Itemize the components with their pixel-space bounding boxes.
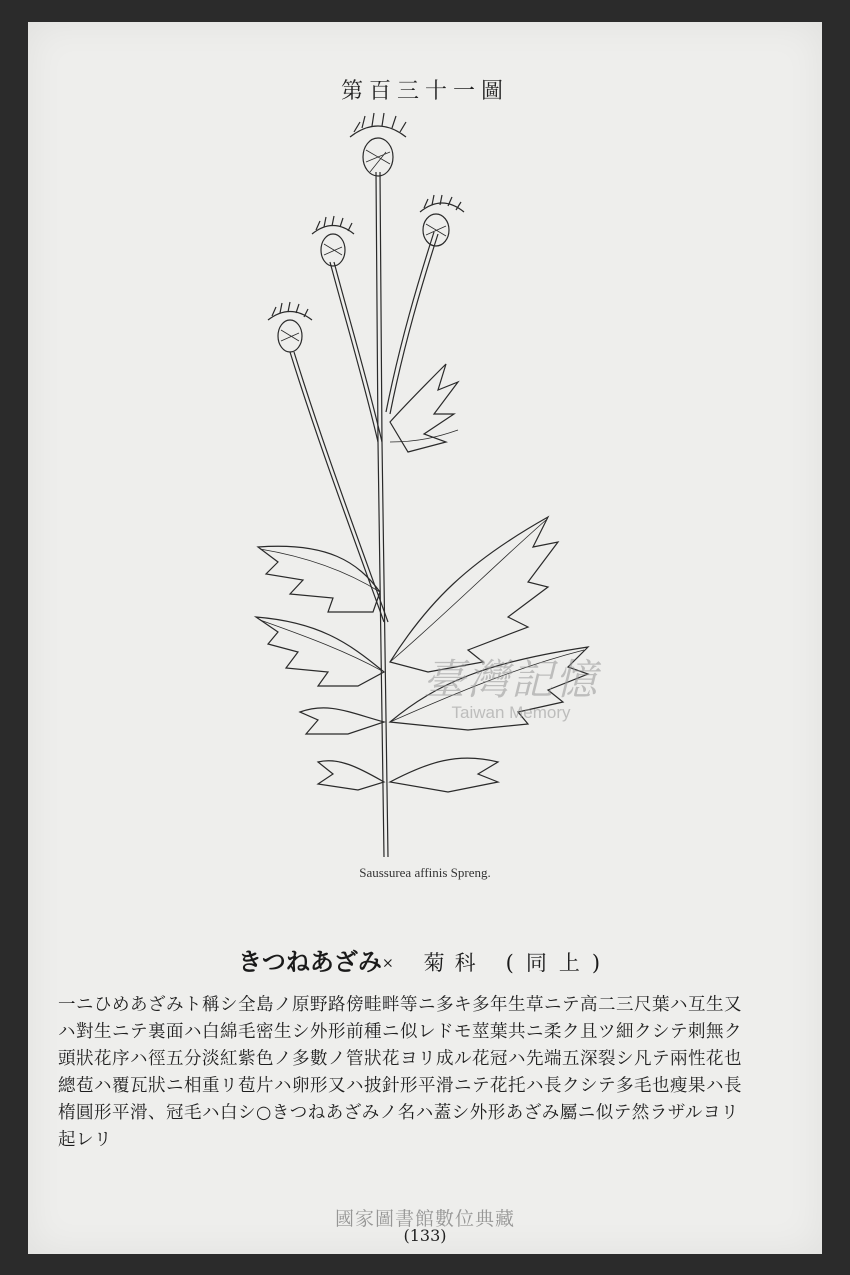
species-family: 菊科 — [423, 951, 486, 975]
taiwan-memory-watermark — [423, 647, 599, 723]
library-watermark: 國家圖書館數位典藏 — [334, 1208, 515, 1230]
species-reference: (同上) — [505, 951, 613, 975]
text-line: 一ニひめあざみト稱シ全島ノ原野路傍畦畔等ニ多キ多年生草ニテ高二三尺葉ハ互生又 — [58, 995, 742, 1015]
species-heading — [28, 942, 822, 977]
page-number: (133) — [403, 1226, 447, 1245]
plate-title: 第百三十一圖 — [340, 79, 509, 104]
text-line: ハ對生ニテ裏面ハ白綿毛密生シ外形前種ニ似レドモ莖葉共ニ柔ク且ツ細クシテ刺無ク — [58, 1022, 742, 1042]
species-mark: × — [381, 955, 394, 972]
text-line: 總苞ハ覆瓦狀ニ相重リ苞片ハ卵形又ハ披針形平滑ニテ花托ハ長クシテ多毛也瘦果ハ長 — [58, 1076, 742, 1096]
book-page — [28, 22, 822, 1254]
text-line: 頭狀花序ハ徑五分淡紅紫色ノ多數ノ管狀花ヨリ成ル花冠ハ先端五深裂シ凡テ兩性花也 — [58, 1049, 742, 1069]
text-line: 起レリ — [58, 1130, 112, 1150]
watermark-english: Taiwan Memory — [451, 703, 571, 722]
species-name: きつねあざみ — [237, 947, 382, 976]
description-text — [58, 992, 802, 1154]
plant-illustration — [28, 22, 822, 882]
text-line: 楕圓形平滑、冠毛ハ白シ○きつねあざみノ名ハ蓋シ外形あざみ屬ニ似テ然ラザルヨリ — [58, 1103, 739, 1123]
figure-caption: Saussurea affinis Spreng. — [359, 865, 491, 880]
watermark-chinese: 臺灣記憶 — [423, 655, 600, 704]
